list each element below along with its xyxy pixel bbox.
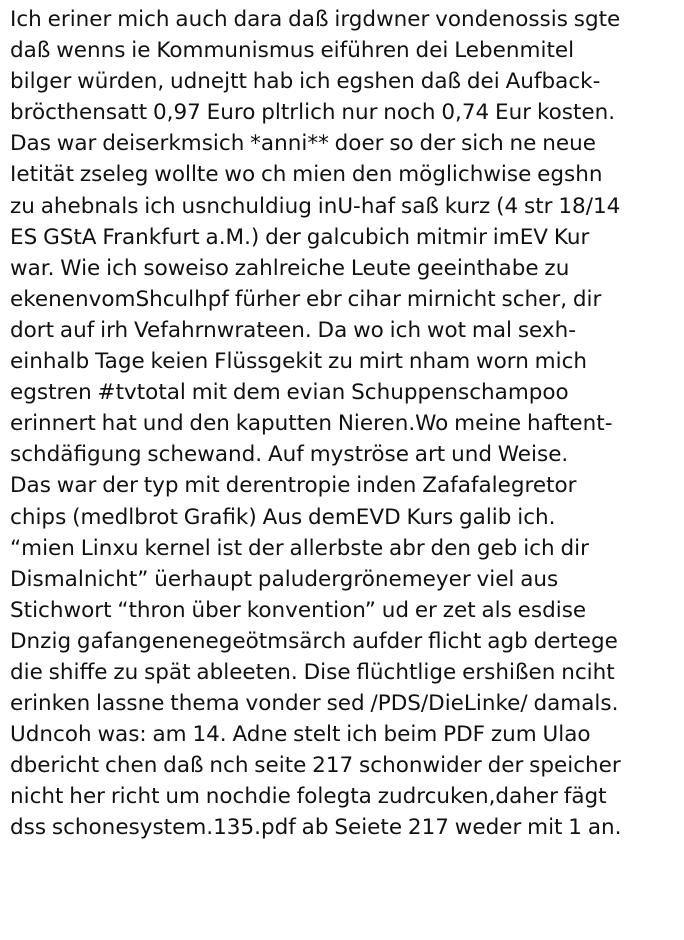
text-line: Ich eriner mich auch dara daß irgdwner vondenossis sgte [10, 7, 621, 32]
text-line: Ietität zseleg wollte wo ch mien den möglichwise egshn [10, 162, 603, 188]
text-line: Das war deiserkmsich *anni** doer so der sich ne neue [10, 131, 596, 157]
text-line: dbericht chen daß nch seite 217 schonwider der speicher [10, 753, 621, 779]
text-line: chips (medlbrot Grafik) Aus demEVD Kurs galib ich. [10, 504, 556, 530]
text-line: zu ahebnals ich usnchuldiug inU-haf saß kurz (4 str 18/14 [10, 193, 621, 219]
text-line: daß wenns ie Kommunismus eiführen dei Lebenmitel [10, 38, 575, 64]
text-line: nicht her richt um nochdie folegta zudrcuken,daher fägt [10, 784, 607, 810]
text-line: dss schonesystem.135.pdf ab Seiete 217 weder mit 1 an. [10, 815, 622, 841]
text-line: war. Wie ich soweiso zahlreiche Leute geeinthabe zu [10, 255, 570, 281]
text-line: ekenenvomShculhpf fürher ebr cihar mirnicht scher, dir [10, 286, 602, 312]
text-line: “mien Linxu kernel ist der allerbste abr den geb ich dir [10, 535, 589, 561]
text-line: Udncoh was: am 14. Adne stelt ich beim PDF zum Ulao [10, 722, 591, 748]
text-line: Dismalnicht” üerhaupt paludergrönemeyer viel aus [10, 566, 559, 592]
text-line: ES GStA Frankfurt a.M.) der galcubich mitmir imEV Kur [10, 224, 590, 250]
text-line: dort auf irh Vefahrnwrateen. Da wo ich wot mal sexh- [10, 317, 576, 343]
text-line: bilger würden, udnejtt hab ich egshen daß dei Aufback- [10, 69, 601, 95]
text-line: erinken lassne thema vonder sed /PDS/DieLinke/ damals. [10, 691, 619, 717]
text-line: Das war der typ mit derentropie inden Zafafalegretor [10, 473, 577, 499]
text-line: die shiffe zu spät ableeten. Dise flüchtlige ershißen nciht [10, 659, 615, 685]
text-line: erinnert hat und den kaputten Nieren.Wo meine haftent- [10, 411, 613, 437]
text-line: bröcthensatt 0,97 Euro pltrlich nur noch 0,74 Eur kosten. [10, 100, 616, 126]
text-line: Dnzig gafangenenegeötmsärch aufder flicht agb dertege [10, 628, 618, 654]
text-line: schdäfigung schewand. Auf myströse art und Weise. [10, 442, 569, 468]
text-line: Stichwort “thron über konvention” ud er zet als esdise [10, 597, 587, 623]
body-text [10, 4, 678, 844]
text-line: einhalb Tage keien Flüssgekit zu mirt nham worn mich [10, 349, 588, 375]
text-line: egstren #tvtotal mit dem evian Schuppenschampoo [10, 380, 569, 406]
